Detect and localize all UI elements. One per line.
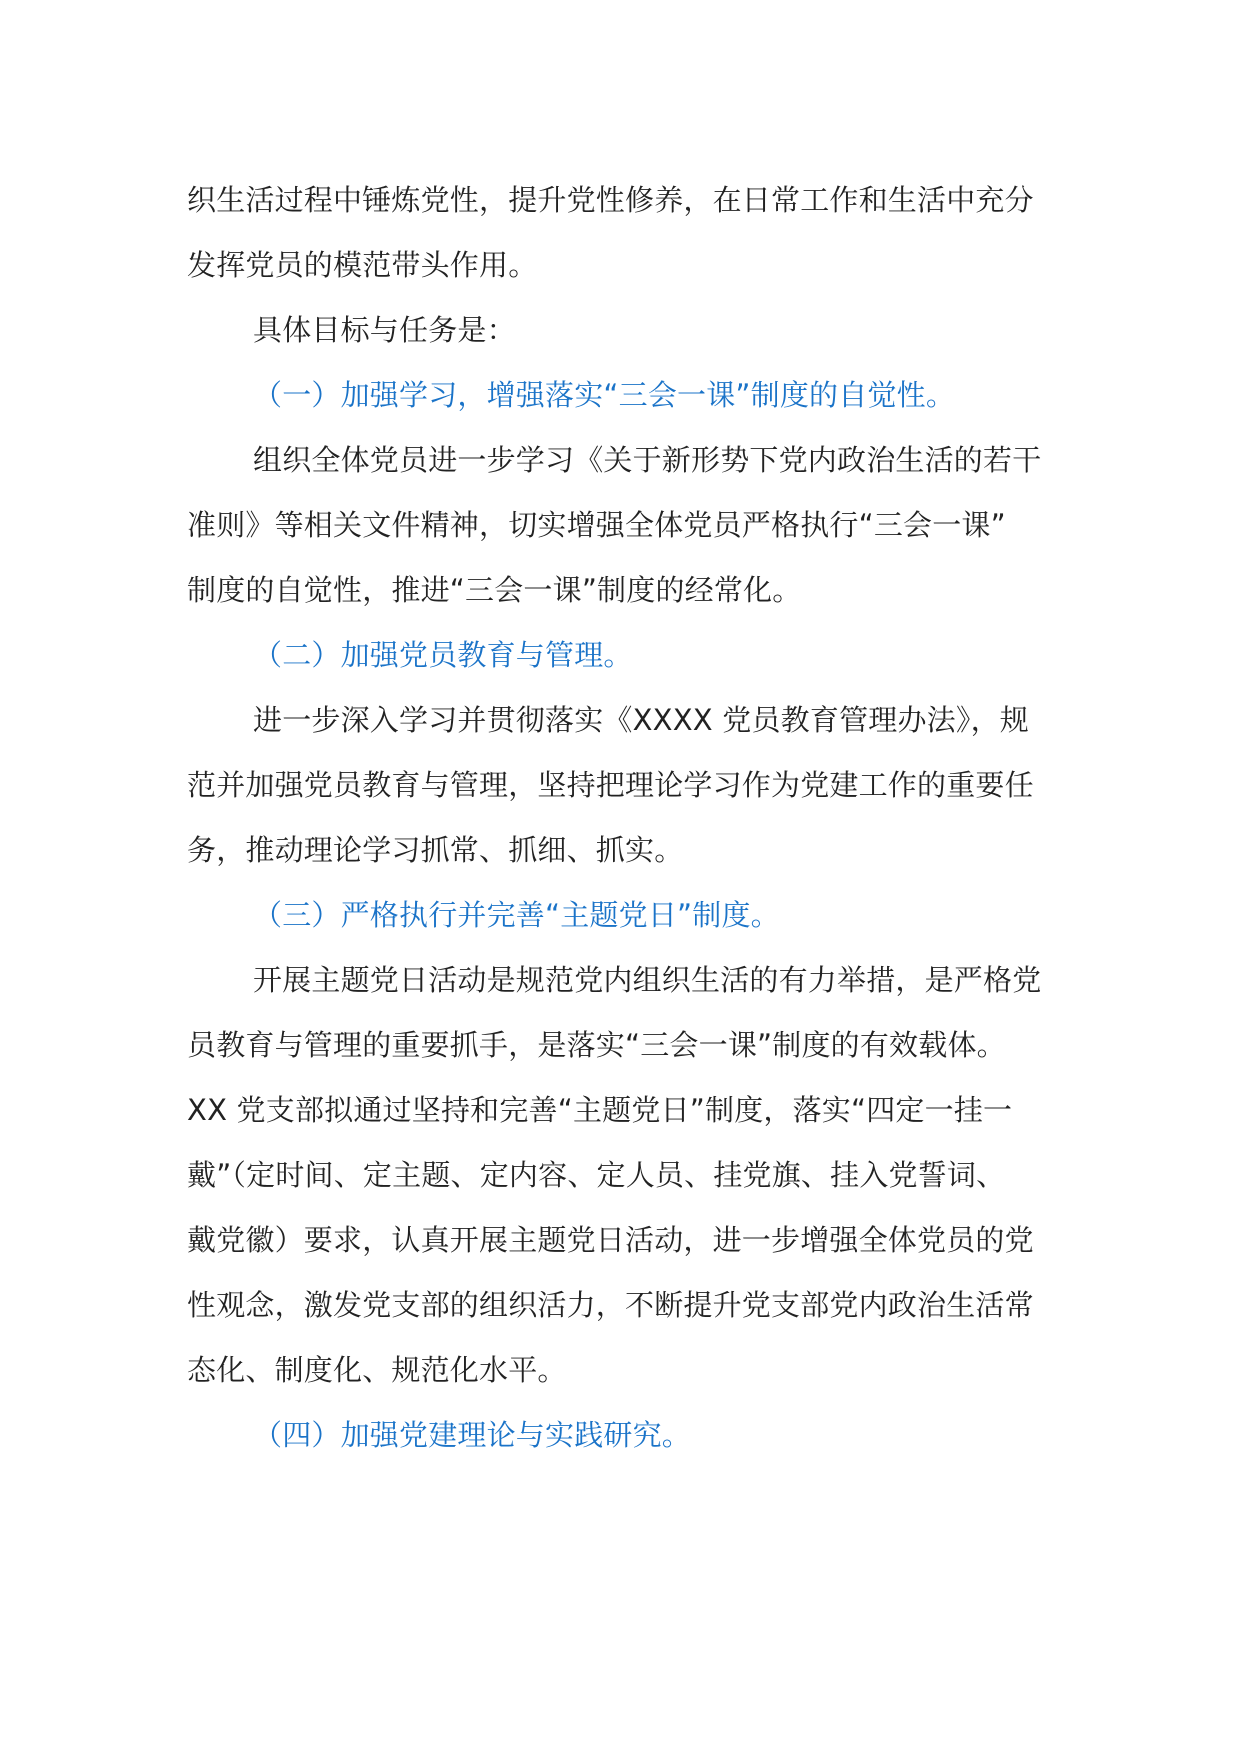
paragraph-line: 戴”（定时间、定主题、定内容、定人员、挂党旗、挂入党誓词、 — [187, 1158, 1006, 1192]
paragraph-line: 制度的自觉性，推进“三会一课”制度的经常化。 — [187, 573, 802, 607]
section-heading-4: （四）加强党建理论与实践研究。 — [253, 1418, 692, 1452]
section-paragraph-2 — [187, 688, 1057, 883]
section-heading-2: （二）加强党员教育与管理。 — [253, 638, 633, 672]
section-heading-1: （一）加强学习，增强落实“三会一课”制度的自觉性。 — [253, 378, 956, 412]
intro-line: 织生活过程中锤炼党性，提升党性修养，在日常工作和生活中充分 — [187, 183, 1034, 217]
intro-line: 发挥党员的模范带头作用。 — [187, 248, 538, 282]
section-paragraph-1 — [187, 428, 1057, 623]
paragraph-line: 员教育与管理的重要抓手，是落实“三会一课”制度的有效载体。 — [187, 1028, 1006, 1062]
paragraph-line: XX 党支部拟通过坚持和完善“主题党日”制度，落实“四定一挂一 — [187, 1093, 1013, 1127]
paragraph-line: 组织全体党员进一步学习《关于新形势下党内政治生活的若干 — [253, 443, 1042, 477]
paragraph-line: 进一步深入学习并贯彻落实《XXXX 党员教育管理办法》，规 — [253, 703, 1029, 737]
paragraph-line: 务，推动理论学习抓常、抓细、抓实。 — [187, 833, 684, 867]
paragraph-line: 性观念，激发党支部的组织活力，不断提升党支部党内政治生活常 — [187, 1288, 1034, 1322]
section-paragraph-3 — [187, 948, 1057, 1403]
section-heading-3: （三）严格执行并完善“主题党日”制度。 — [253, 898, 780, 932]
paragraph-line: 戴党徽）要求，认真开展主题党日活动，进一步增强全体党员的党 — [187, 1223, 1034, 1257]
paragraph-line: 准则》等相关文件精神，切实增强全体党员严格执行“三会一课” — [187, 508, 1006, 542]
intro-paragraph — [187, 168, 1057, 298]
document-body — [187, 168, 1057, 1468]
paragraph-line: 态化、制度化、规范化水平。 — [187, 1353, 567, 1387]
paragraph-line: 开展主题党日活动是规范党内组织生活的有力举措，是严格党 — [253, 963, 1042, 997]
paragraph-line: 范并加强党员教育与管理，坚持把理论学习作为党建工作的重要任 — [187, 768, 1034, 802]
goals-intro: 具体目标与任务是： — [253, 313, 516, 347]
